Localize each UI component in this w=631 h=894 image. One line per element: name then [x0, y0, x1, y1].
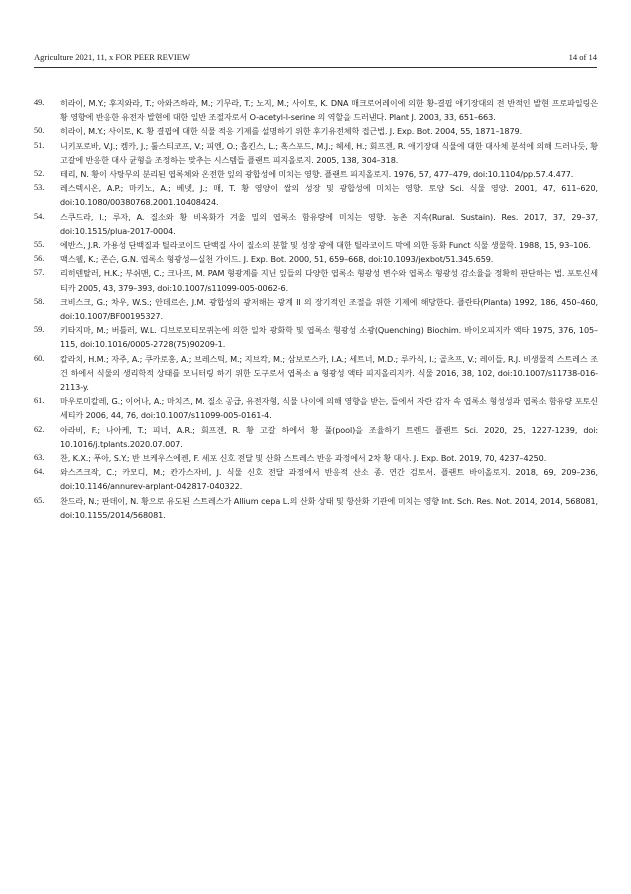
- reference-text: 리히텐탈러, H.K.; 부쉬맨, C.; 크나프, M. PAM 형광계를 지닌 잎들의 다양한 엽록소 형광성 변수와 엽록소 형광성 감소율을 정확히 판단하는 법. 포토신세티카 2005, 43, 379–393, doi:10.1007/s11099-005-0062-6.: [60, 268, 598, 293]
- reference-item: [34, 266, 598, 294]
- reference-number: 60.: [34, 353, 45, 363]
- reference-text: 테리, N. 황이 사탕무의 분리된 엽록체와 온전한 잎의 광합성에 미치는 영향. 플랜트 피지올로지. 1976, 57, 477–479, doi:10.1104/pp.57.4.477.: [60, 169, 574, 180]
- reference-number: 64.: [34, 467, 45, 477]
- reference-text: 에반스, J.R. 가용성 단백질과 틸라코이드 단백질 사이 질소의 분할 및 성장 광에 대한 틸라코이드 막에 의한 동화 Funct 식물 생물학. 1988, 15, 93–106.: [60, 240, 591, 251]
- reference-text: 마우로미칼레, G.; 이어나, A.; 마치즈, M. 질소 공급, 유전자형, 식물 나이에 의해 영향을 받는, 들에서 자란 감자 속 엽록소 형성성과 엽록소 함유량 포토신세티카 2006, 44, 76, doi:10.1007/s11099-005-0161-4.: [60, 396, 598, 421]
- reference-text: 스쿠드라, I.; 루자, A. 질소와 황 비옥화가 겨울 밀의 엽록소 함유량에 미치는 영향. 농촌 지속(Rural. Sustain). Res. 2017, 37, 29–37, doi:10.1515/plua-2017-0004.: [60, 211, 598, 236]
- reference-item: [34, 210, 598, 238]
- reference-item: [34, 181, 598, 209]
- page-number: 14 of 14: [568, 52, 597, 62]
- journal-citation: Agriculture 2021, 11, x FOR PEER REVIEW: [34, 52, 190, 62]
- header-rule: [34, 67, 597, 68]
- reference-number: 58.: [34, 296, 45, 306]
- reference-item: [34, 394, 598, 422]
- reference-item: [34, 451, 598, 465]
- reference-number: 55.: [34, 240, 45, 250]
- reference-text: 찬, K.X.; 푸아, S.Y.; 반 브케우스에켄, F. 세포 신호 전달 및 산화 스트레스 반응 과정에서 2차 황 대사. J. Exp. Bot. 2019, 70, 4237–4250.: [60, 453, 547, 464]
- reference-item: [34, 139, 598, 167]
- reference-number: 49.: [34, 98, 45, 107]
- reference-item: [34, 167, 598, 181]
- reference-text: 히라이, M.Y.; 사이토, K. 황 결핍에 대한 식물 적응 기제를 설명하기 위한 후기유전체학 접근법. J. Exp. Bot. 2004, 55, 1871–1879.: [60, 126, 523, 137]
- reference-number: 61.: [34, 396, 45, 406]
- reference-item: [34, 238, 598, 252]
- reference-text: 칼라치, H.M.; 자주, A.; 쿠카로홍, A.; 브레스틱, M.; 지브칵, M.; 삼보로스카, I.A.; 세트너, M.D.; 루카식, I.; 골츠프, V.; 레이들, R.J. 비생물적 스트레스 조건 하에서 식물의 생리학적 상태를 모니터링 하기 위한 도구로서 엽록소 a 형광성 액타 피지올리지카. 식물 2016, 38, 102, doi:10.1007/s11738-016-2113-y.: [60, 353, 598, 393]
- reference-number: 59.: [34, 325, 45, 335]
- reference-item: [34, 252, 598, 266]
- reference-number: 51.: [34, 140, 45, 150]
- reference-text: 레스텍시온, A.P.; 마키노, A.; 베넷, J.; 매, T. 황 영양이 쌀의 성장 및 광합성에 미치는 영향. 토양 Sci. 식물 영양. 2001, 47, 611–620, doi:10.1080/00380768.2001.10408424.: [60, 183, 598, 208]
- reference-text: 니키포로바, V.J.; 켐카, J.; 툴스티코프, V.; 피엔, O.; 홉킨스, L.; 혹스포드, M.J.; 헤세, H.; 회프겐, R. 애기장대 식물에 대한 대사체 분석에 의해 드러나듯, 황 고갈에 반응한 대사 균형을 조정하는 맞추는 시스템들 플랜트 피지올로지. 2005, 138, 304–318.: [60, 140, 598, 165]
- reference-number: 63.: [34, 453, 45, 463]
- reference-number: 65.: [34, 495, 45, 505]
- reference-number: 54.: [34, 211, 45, 221]
- reference-item: [34, 423, 598, 451]
- reference-item: [34, 124, 598, 138]
- page-header: [34, 52, 597, 64]
- reference-item: [34, 323, 598, 351]
- reference-number: 50.: [34, 126, 45, 136]
- reference-item: [34, 295, 598, 323]
- reference-text: 키타지마, M.; 버틀러, W.L. 디브로모티모퀴논에 의한 일차 광화학 및 엽록소 형광성 소광(Quenching) Biochim. 바이오피지카 액타 1975, 376, 105–115, doi:10.1016/0005-2728(75)90209-1.: [60, 325, 598, 350]
- reference-text: 아라비, F.; 나아케, T.; 피너, A.R.; 회프겐, R. 황 고갈 하에서 황 풀(pool)을 조율하기 트렌드 플랜트 Sci. 2020, 25, 1227-1239, doi: 10.1016/j.tplants.2020.07.007.: [60, 424, 598, 449]
- reference-number: 62.: [34, 424, 45, 434]
- reference-item: [34, 352, 598, 395]
- reference-text: 찬드라, N.; 판데이, N. 황으로 유도된 스트레스가 Allium cepa L.의 산화 상태 및 항산화 기관에 미치는 영향 Int. Sch. Res. Not. 2014, 2014, 568081, doi:10.1155/2014/568081.: [60, 495, 598, 520]
- reference-text: 히라이, M.Y.; 후지와라, T.; 아와즈하라, M.; 기무라, T.; 노지, M.; 사이토, K. DNA 매크로어레이에 의한 황-결핍 애기장대의 전 반적인 발현 프로파일링은 황 영향에 반응한 유전자 발현에 대한 일반 조절자로서 O-acetyl-l-serine 의 역할을 드러낸다. Plant J. 2003, 33, 651–663.: [60, 98, 598, 123]
- reference-number: 52.: [34, 169, 45, 179]
- reference-text: 맥스웰, K.; 존슨, G.N. 엽록소 형광성—실천 가이드. J. Exp. Bot. 2000, 51, 659–668, doi:10.1093/jexbot/51.345.659.: [60, 254, 494, 265]
- reference-item: [34, 96, 598, 124]
- reference-number: 53.: [34, 183, 45, 193]
- reference-number: 56.: [34, 254, 45, 264]
- reference-item: [34, 465, 598, 493]
- reference-number: 57.: [34, 268, 45, 278]
- reference-list: [34, 96, 598, 522]
- reference-text: 와스즈크작, C.; 카모디, M.; 칸가스자비, J. 식물 신호 전달 과정에서 반응적 산소 종. 연간 검토서. 플랜트 바이올로지. 2018, 69, 209–236, doi:10.1146/annurev-arplant-042817-040322.: [60, 467, 598, 492]
- reference-text: 크비스크, G.; 차우, W.S.; 안데르손, J.M. 광합성의 광저해는 광계 II 의 장기적인 조절을 위한 기제에 해당한다. 플란타(Planta) 1992, 186, 450–460, doi:10.1007/BF00195327.: [60, 296, 598, 322]
- reference-item: [34, 494, 598, 522]
